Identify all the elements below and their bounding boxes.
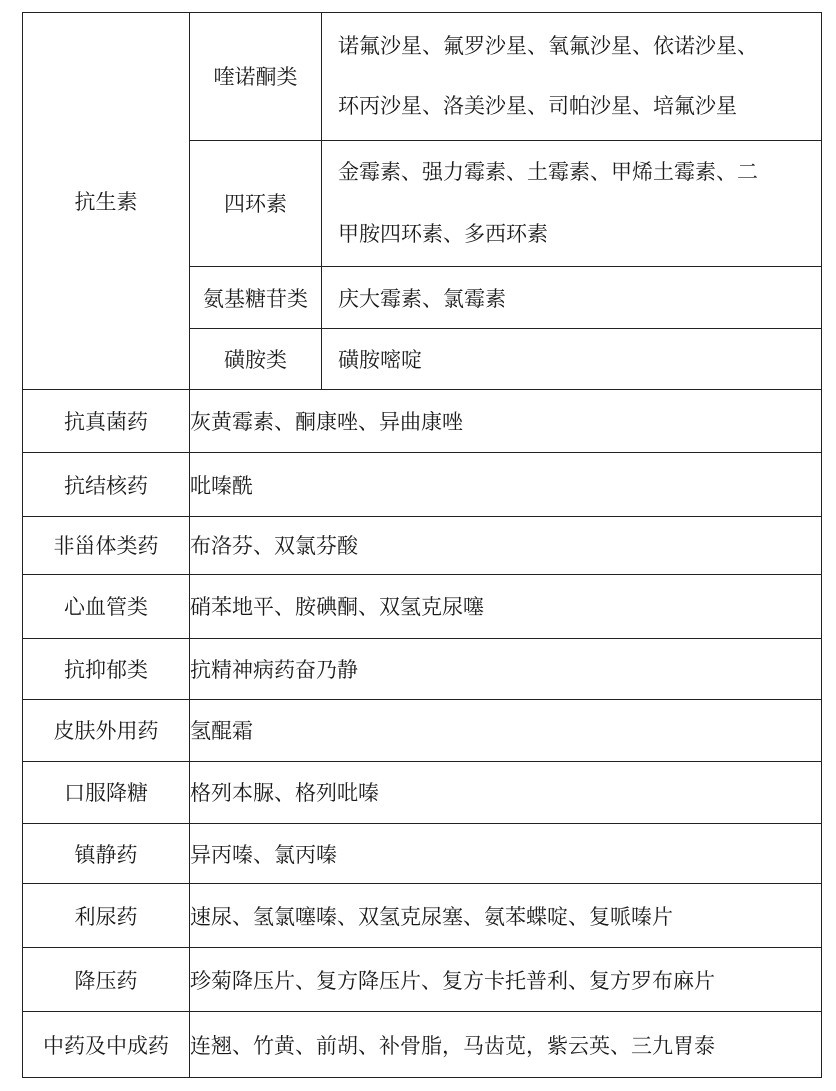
photosensitive-drug-table bbox=[22, 12, 822, 1078]
table-row bbox=[23, 13, 822, 141]
drug-list-line: 金霉素、强力霉素、土霉素、甲烯土霉素、二 bbox=[338, 160, 758, 185]
category-cell: 降压药 bbox=[23, 947, 190, 1011]
drug-list-cell: 磺胺嘧啶 bbox=[322, 329, 822, 389]
drug-list-cell: 硝苯地平、胺碘酮、双氢克尿噻 bbox=[190, 575, 822, 638]
drug-list-cell: 吡嗪酰 bbox=[190, 453, 822, 516]
drug-list-cell: 庆大霉素、氯霉素 bbox=[322, 266, 822, 328]
category-cell: 抗生素 bbox=[23, 13, 190, 390]
category-cell: 口服降糖 bbox=[23, 761, 190, 823]
drug-list-line: 甲胺四环素、多西环素 bbox=[338, 222, 548, 247]
table-row bbox=[23, 824, 822, 884]
table-row bbox=[23, 389, 822, 452]
table-row bbox=[23, 700, 822, 761]
subgroup-cell: 氨基糖苷类 bbox=[190, 266, 322, 328]
category-cell: 抗结核药 bbox=[23, 453, 190, 516]
drug-list-cell: 连翘、竹黄、前胡、补骨脂，马齿苋，紫云英、三九胃泰 bbox=[190, 1012, 822, 1078]
table-row bbox=[23, 516, 822, 574]
category-cell: 中药及中成药 bbox=[23, 1012, 190, 1078]
drug-list-cell bbox=[322, 13, 822, 141]
table-row bbox=[23, 638, 822, 699]
table-row bbox=[23, 453, 822, 516]
category-cell: 抗真菌药 bbox=[23, 389, 190, 452]
category-cell: 心血管类 bbox=[23, 575, 190, 638]
drug-list-cell: 格列本脲、格列吡嗪 bbox=[190, 761, 822, 823]
table-row bbox=[23, 947, 822, 1011]
table-row bbox=[23, 575, 822, 638]
drug-list-cell: 速尿、氢氯噻嗪、双氢克尿塞、氨苯蝶啶、复哌嗪片 bbox=[190, 884, 822, 947]
drug-list-line: 诺氟沙星、氟罗沙星、氧氟沙星、依诺沙星、 bbox=[338, 34, 758, 59]
category-cell: 利尿药 bbox=[23, 884, 190, 947]
drug-list-cell: 氢醌霜 bbox=[190, 700, 822, 761]
drug-list-cell: 布洛芬、双氯芬酸 bbox=[190, 516, 822, 574]
subgroup-cell: 四环素 bbox=[190, 140, 322, 266]
drug-list-line: 环丙沙星、洛美沙星、司帕沙星、培氟沙星 bbox=[338, 94, 737, 119]
category-cell: 抗抑郁类 bbox=[23, 638, 190, 699]
drug-list-cell: 灰黄霉素、酮康唑、异曲康唑 bbox=[190, 389, 822, 452]
drug-list-cell: 珍菊降压片、复方降压片、复方卡托普利、复方罗布麻片 bbox=[190, 947, 822, 1011]
subgroup-cell: 喹诺酮类 bbox=[190, 13, 322, 141]
table-row bbox=[23, 1012, 822, 1078]
drug-list-cell: 异丙嗪、氯丙嗪 bbox=[190, 824, 822, 884]
category-cell: 皮肤外用药 bbox=[23, 700, 190, 761]
drug-list-cell bbox=[322, 140, 822, 266]
drug-list-cell: 抗精神病药奋乃静 bbox=[190, 638, 822, 699]
category-cell: 非甾体类药 bbox=[23, 516, 190, 574]
table-row bbox=[23, 761, 822, 823]
category-cell: 镇静药 bbox=[23, 824, 190, 884]
subgroup-cell: 磺胺类 bbox=[190, 329, 322, 389]
table-row bbox=[23, 884, 822, 947]
